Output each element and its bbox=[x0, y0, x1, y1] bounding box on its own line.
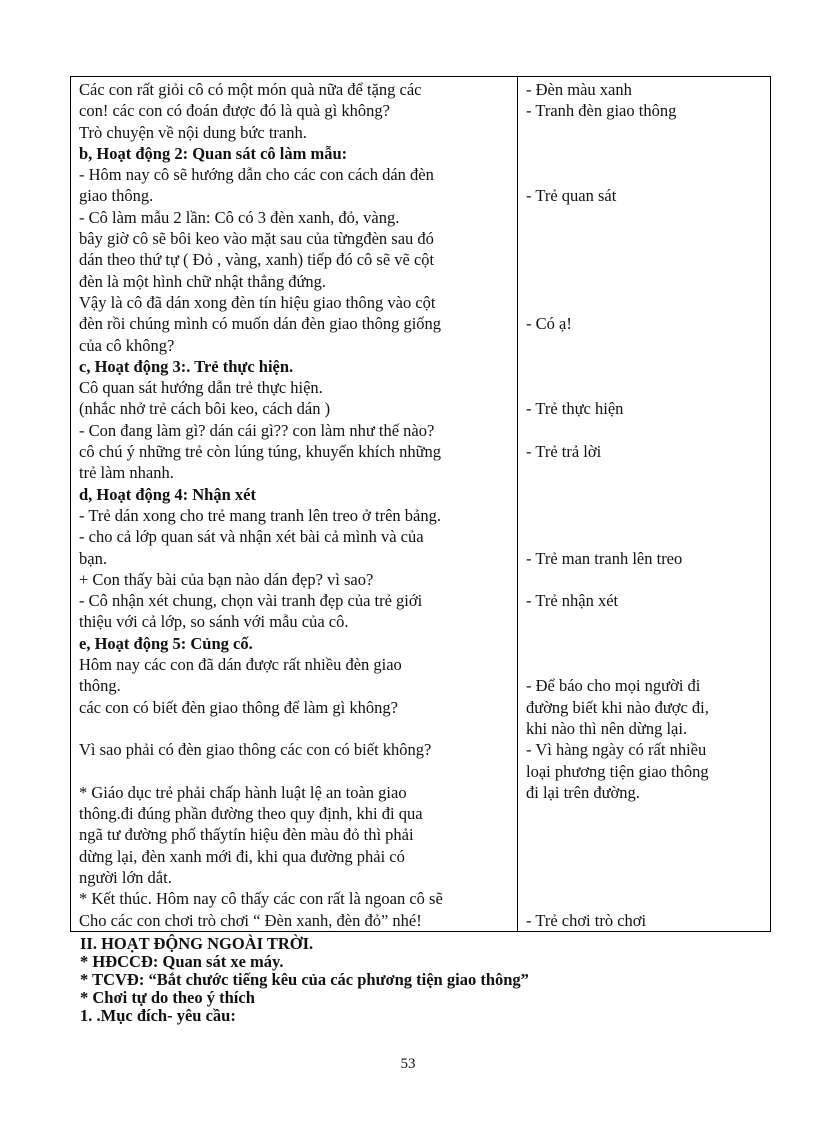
blank-line bbox=[526, 164, 764, 185]
outdoor-activity-section bbox=[80, 935, 780, 1025]
left-line: - Con đang làm gì? dán cái gì?? con làm như thế nào? bbox=[79, 420, 435, 440]
left-line: thiệu với cả lớp, so sánh với mẫu của cô. bbox=[79, 612, 349, 632]
left-line: các con có biết đèn giao thông để làm gì không? bbox=[79, 697, 398, 717]
right-line: - Trẻ trả lời bbox=[526, 442, 602, 462]
teacher-activity-column bbox=[71, 77, 518, 932]
left-line: ngã tư đường phố thấytín hiệu đèn màu đỏ thì phải bbox=[79, 825, 414, 845]
left-line: - Hôm nay cô sẽ hướng dẫn cho các con cách dán đèn bbox=[79, 165, 434, 185]
left-line: người lớn dắt. bbox=[79, 867, 172, 887]
left-line: con! các con có đoán được đó là quà gì không? bbox=[79, 101, 390, 121]
left-line: của cô không? bbox=[79, 335, 175, 355]
left-line: Cô quan sát hướng dẫn trẻ thực hiện. bbox=[79, 378, 323, 398]
left-line: bây giờ cô sẽ bôi keo vào mặt sau của từngđèn sau đó bbox=[79, 229, 434, 249]
left-line: - Cô nhận xét chung, chọn vài tranh đẹp của trẻ giới bbox=[79, 591, 423, 611]
activity-heading: d, Hoạt động 4: Nhận xét bbox=[79, 484, 256, 504]
child-activity-column bbox=[518, 77, 771, 932]
blank-line bbox=[526, 633, 764, 654]
activity-heading: c, Hoạt động 3:. Trẻ thực hiện. bbox=[79, 356, 294, 376]
section-item: * Chơi tự do theo ý thích bbox=[80, 988, 255, 1007]
blank-line bbox=[526, 888, 764, 909]
left-line: - cho cả lớp quan sát và nhận xét bài cả mình và của bbox=[79, 527, 424, 547]
right-line: đường biết khi nào được đi, bbox=[526, 697, 709, 717]
blank-line bbox=[526, 803, 764, 824]
left-line: cô chú ý những trẻ còn lúng túng, khuyến khích những bbox=[79, 442, 442, 462]
blank-line bbox=[526, 654, 764, 675]
left-line: trẻ làm nhanh. bbox=[79, 463, 174, 483]
left-line: - Trẻ dán xong cho trẻ mang tranh lên treo ở trên bảng. bbox=[79, 505, 442, 525]
table-row bbox=[71, 77, 771, 932]
right-line: - Trẻ quan sát bbox=[526, 186, 617, 206]
section-item: * TCVĐ: “Bắt chước tiếng kêu của các phương tiện giao thông” bbox=[80, 970, 529, 989]
left-line: bạn. bbox=[79, 548, 107, 568]
section-item: * HĐCCĐ: Quan sát xe máy. bbox=[80, 952, 284, 971]
right-line: - Trẻ chơi trò chơi bbox=[526, 910, 647, 930]
blank-line bbox=[526, 377, 764, 398]
left-line: + Con thấy bài của bạn nào dán đẹp? vì sao? bbox=[79, 569, 374, 589]
left-line: Cho các con chơi trò chơi “ Đèn xanh, đèn đỏ” nhé! bbox=[79, 910, 422, 930]
left-line: * Kết thúc. Hôm nay cô thấy các con rất là ngoan cô sẽ bbox=[79, 889, 443, 909]
blank-line bbox=[526, 207, 764, 228]
left-line: Vậy là cô đã dán xong đèn tín hiệu giao thông vào cột bbox=[79, 292, 436, 312]
blank-line bbox=[79, 761, 511, 782]
right-line: - Trẻ nhận xét bbox=[526, 591, 619, 611]
left-line: (nhắc nhở trẻ cách bôi keo, cách dán ) bbox=[79, 399, 331, 419]
blank-line bbox=[526, 143, 764, 164]
blank-line bbox=[526, 420, 764, 441]
blank-line bbox=[526, 824, 764, 845]
section-heading: II. HOẠT ĐỘNG NGOÀI TRỜI. bbox=[80, 934, 314, 953]
section-item: 1. .Mục đích- yêu cầu: bbox=[80, 1006, 236, 1025]
right-line: - Vì hàng ngày có rất nhiều bbox=[526, 740, 707, 760]
right-line: - Để báo cho mọi người đi bbox=[526, 676, 701, 696]
blank-line bbox=[526, 526, 764, 547]
left-line: giao thông. bbox=[79, 186, 154, 206]
blank-line bbox=[526, 122, 764, 143]
left-line: dán theo thứ tự ( Đỏ , vàng, xanh) tiếp đó cô sẽ vẽ cột bbox=[79, 250, 435, 270]
right-line: loại phương tiện giao thông bbox=[526, 761, 709, 781]
left-line: Hôm nay các con đã dán được rất nhiều đèn giao bbox=[79, 655, 402, 675]
blank-line bbox=[526, 846, 764, 867]
left-line: Trò chuyện về nội dung bức tranh. bbox=[79, 122, 307, 142]
left-line: thông.đi đúng phần đường theo quy định, khi đi qua bbox=[79, 804, 423, 824]
blank-line bbox=[526, 271, 764, 292]
blank-line bbox=[79, 718, 511, 739]
blank-line bbox=[526, 356, 764, 377]
blank-line bbox=[526, 505, 764, 526]
right-line: - Có ạ! bbox=[526, 314, 572, 334]
left-line: Các con rất giỏi cô có một món quà nữa để tặng các bbox=[79, 80, 422, 99]
blank-line bbox=[526, 484, 764, 505]
right-line: - Trẻ man tranh lên treo bbox=[526, 548, 683, 568]
lesson-table bbox=[70, 76, 771, 932]
blank-line bbox=[526, 611, 764, 632]
left-line: Vì sao phải có đèn giao thông các con có biết không? bbox=[79, 740, 432, 760]
right-line: khi nào thì nên dừng lại. bbox=[526, 718, 688, 738]
left-line: đèn rồi chúng mình có muốn dán đèn giao thông giống bbox=[79, 314, 442, 334]
left-line: * Giáo dục trẻ phải chấp hành luật lệ an toàn giao bbox=[79, 782, 407, 802]
page-number: 53 bbox=[400, 1056, 416, 1072]
activity-heading: e, Hoạt động 5: Củng cố. bbox=[79, 633, 253, 653]
blank-line bbox=[526, 292, 764, 313]
blank-line bbox=[526, 569, 764, 590]
left-line: dừng lại, đèn xanh mới đi, khi qua đường phải có bbox=[79, 846, 405, 866]
left-line: thông. bbox=[79, 676, 121, 696]
activity-heading: b, Hoạt động 2: Quan sát cô làm mẫu: bbox=[79, 143, 348, 163]
blank-line bbox=[526, 228, 764, 249]
right-line: đi lại trên đường. bbox=[526, 782, 640, 802]
blank-line bbox=[526, 462, 764, 483]
right-line: - Trẻ thực hiện bbox=[526, 399, 624, 419]
right-line: - Đèn màu xanh bbox=[526, 80, 632, 99]
blank-line bbox=[526, 335, 764, 356]
right-line: - Tranh đèn giao thông bbox=[526, 101, 677, 121]
left-line: đèn là một hình chữ nhật thẳng đứng. bbox=[79, 271, 327, 291]
blank-line bbox=[526, 249, 764, 270]
blank-line bbox=[526, 867, 764, 888]
left-line: - Cô làm mẫu 2 lần: Cô có 3 đèn xanh, đỏ, vàng. bbox=[79, 207, 400, 227]
